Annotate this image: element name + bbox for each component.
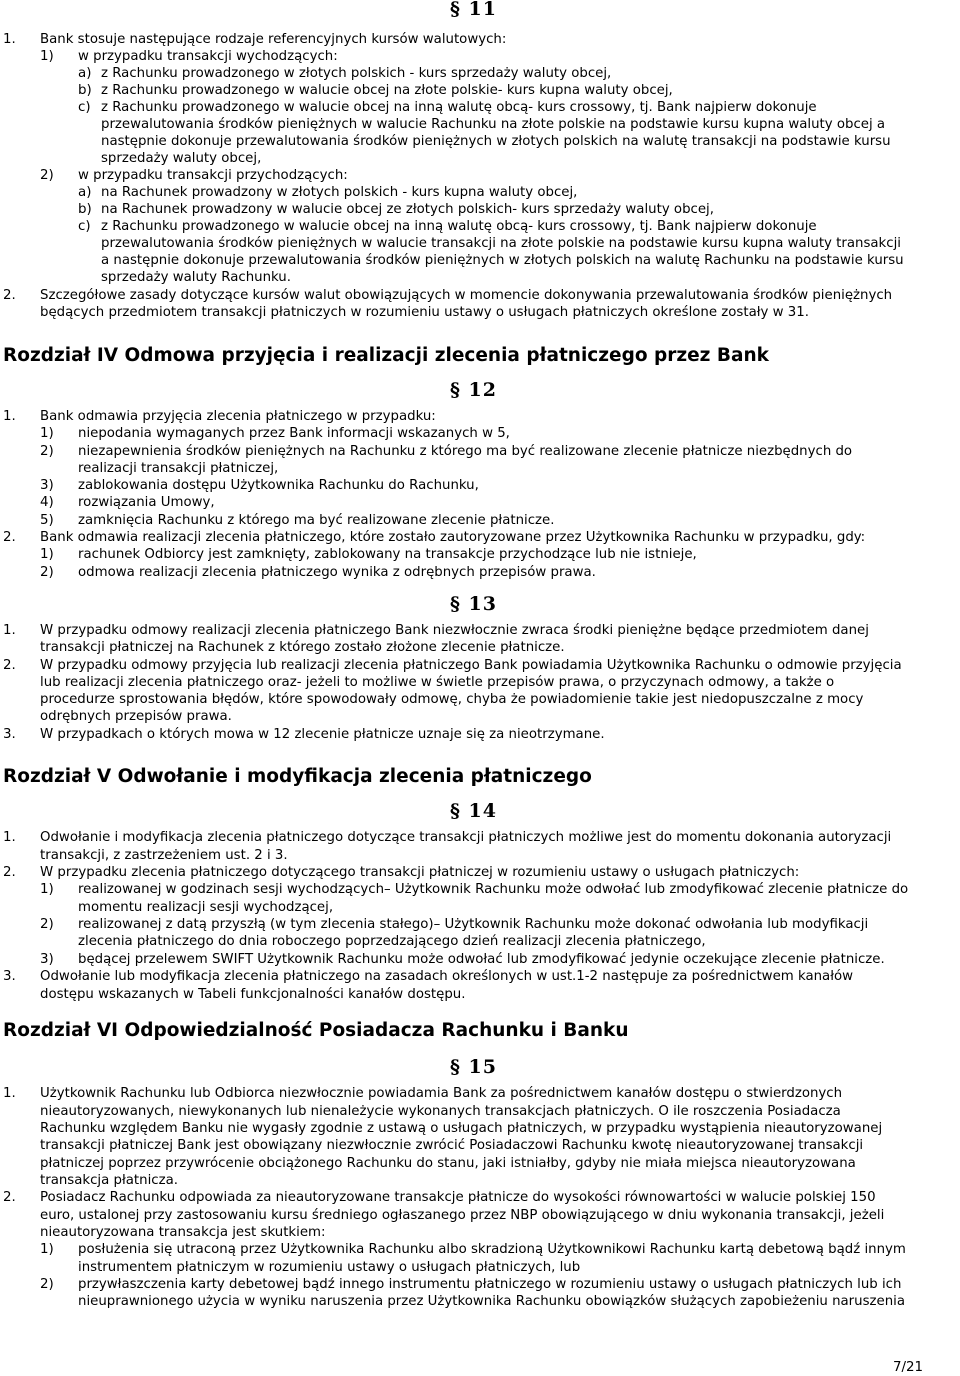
item-number: 2. xyxy=(3,1190,16,1205)
item-text: odrębnych przepisów prawa. xyxy=(40,709,232,724)
item-text: sprzedaży waluty Rachunku. xyxy=(101,270,291,285)
text-line xyxy=(0,986,960,1003)
text-line xyxy=(0,252,960,269)
item-number: 1) xyxy=(40,49,54,64)
item-letter: a) xyxy=(78,66,92,81)
item-text: z Rachunku prowadzonego w złotych polskich - kurs sprzedaży waluty obcej, xyxy=(101,66,612,81)
item-text: rozwiązania Umowy, xyxy=(78,495,215,510)
list-item xyxy=(0,201,960,218)
item-text: procedurze sprostowania błędów, które spowodowały odmowę, chyba że powiadomienie takie jest niedopuszczalne z mocy xyxy=(40,692,864,707)
item-letter: c) xyxy=(78,219,91,234)
list-item xyxy=(0,184,960,201)
item-number: 2) xyxy=(40,168,54,183)
item-text: sprzedaży waluty obcej, xyxy=(101,151,262,166)
list-item xyxy=(0,65,960,82)
item-text: Użytkownik Rachunku lub Odbiorca niezwłocznie powiadamia Bank za pośrednictwem kanałów dostępu o stwierdzonych xyxy=(40,1086,843,1101)
list-item xyxy=(0,1085,960,1102)
item-text: W przypadku odmowy przyjęcia lub realizacji zlecenia płatniczego Bank powiadamia Użytkownika Rachunku o odmowie przyjęcia xyxy=(40,658,902,673)
list-item xyxy=(0,408,960,425)
chapter-heading: Rozdział IV Odmowa przyjęcia i realizacji zlecenia płatniczego przez Bank xyxy=(3,345,769,366)
item-text: instrumentem płatniczym w rozumieniu ustawy o usługach płatniczych, lub xyxy=(78,1260,581,1275)
item-text: dostępu wskazanych w Tabeli funkcjonalności kanałów dostępu. xyxy=(40,987,466,1002)
item-letter: a) xyxy=(78,185,92,200)
list-item xyxy=(0,916,960,933)
item-text: euro, ustalonej przy zastosowaniu kursu średniego ogłaszanego przez NBP obowiązującego w dniu wykonania transakcji, jeżeli xyxy=(40,1208,885,1223)
item-text: przewalutowania środków pieniężnych w walucie transakcji na złote polskie na podstawie kursu kupna waluty transakcji xyxy=(101,236,901,251)
item-text: W przypadku zlecenia płatniczego dotyczącego transakcji płatniczej w rozumieniu ustawy o usługach płatniczych: xyxy=(40,865,800,880)
item-text: transakcji, z zastrzeżeniem ust. 2 i 3. xyxy=(40,848,288,863)
item-text: Odwołanie lub modyfikacja zlecenia płatniczego na zasadach określonych w ust.1-2 następuje za pośrednictwem kanałów xyxy=(40,969,854,984)
list-item xyxy=(0,287,960,304)
list-item xyxy=(0,881,960,898)
section-number: § 13 xyxy=(450,593,497,615)
list-item xyxy=(0,512,960,529)
item-number: 3) xyxy=(40,478,54,493)
item-letter: c) xyxy=(78,100,91,115)
list-item xyxy=(0,218,960,235)
list-item xyxy=(0,1189,960,1206)
text-line xyxy=(0,639,960,656)
item-text: realizacji transakcji płatniczej, xyxy=(78,461,279,476)
list-item xyxy=(0,622,960,639)
text-line xyxy=(0,674,960,691)
item-text: transakcji płatniczej na Rachunek z którego zostało złożone zlecenie płatnicze. xyxy=(40,640,565,655)
item-text: transakcja płatnicza. xyxy=(40,1173,179,1188)
item-text: posłużenia się utraconą przez Użytkownika Rachunku albo skradzioną Użytkownikowi Rachunku kartą debetową bądź innym xyxy=(78,1242,906,1257)
item-text: przewalutowania środków pieniężnych w walucie Rachunku na złote polskie na podstawie kursu kupna waluty obcej a xyxy=(101,117,886,132)
list-item xyxy=(0,425,960,442)
item-text: nieuprawnionego użycia w wyniku naruszenia przez Użytkownika Rachunku obowiązków służących zapobieżeniu naruszenia xyxy=(78,1294,906,1309)
item-text: nieautoryzowanych, niewykonanych lub nienależycie wykonanych transakcjach płatniczych. O ile roszczenia Posiadacza xyxy=(40,1104,841,1119)
item-number: 4) xyxy=(40,495,54,510)
item-text: rachunek Odbiorcy jest zamknięty, zablokowany na transakcje przychodzące lub nie istnieje, xyxy=(78,547,697,562)
item-text: W przypadku odmowy realizacji zlecenia płatniczego Bank niezwłocznie zwraca środki pieniężne będące przedmiotem danej xyxy=(40,623,869,638)
text-line xyxy=(0,1120,960,1137)
list-item xyxy=(0,443,960,460)
list-item xyxy=(0,167,960,184)
item-number: 3. xyxy=(3,727,16,742)
item-text: lub realizacji zlecenia płatniczego oraz- jeżeli to możliwe w świetle przepisów prawa, o przyczynach odmowy, a także o xyxy=(40,675,835,690)
item-text: zlecenia płatniczego do dnia roboczego poprzedzającego dzień realizacji zlecenia płatniczego, xyxy=(78,934,706,949)
item-number: 5) xyxy=(40,513,54,528)
list-item xyxy=(0,864,960,881)
list-item xyxy=(0,968,960,985)
text-line xyxy=(0,708,960,725)
text-line xyxy=(0,1259,960,1276)
item-text: na Rachunek prowadzony w złotych polskich - kurs kupna waluty obcej, xyxy=(101,185,578,200)
text-line xyxy=(0,235,960,252)
text-line xyxy=(0,1103,960,1120)
item-text: w przypadku transakcji przychodzących: xyxy=(78,168,348,183)
item-number: 2. xyxy=(3,530,16,545)
list-item xyxy=(0,31,960,48)
item-number: 1. xyxy=(3,830,16,845)
item-number: 2) xyxy=(40,444,54,459)
item-text: na Rachunek prowadzony w walucie obcej ze złotych polskich- kurs sprzedaży waluty obcej, xyxy=(101,202,714,217)
item-number: 3. xyxy=(3,969,16,984)
item-number: 2. xyxy=(3,288,16,303)
item-text: zamknięcia Rachunku z którego ma być realizowane zlecenie płatnicze. xyxy=(78,513,555,528)
item-text: nieautoryzowana transakcja jest skutkiem: xyxy=(40,1225,326,1240)
list-item xyxy=(0,477,960,494)
list-item xyxy=(0,48,960,65)
item-text: a następnie dokonuje przewalutowania środków pieniężnych w złotych polskich na walutę Rachunku na podstawie kursu xyxy=(101,253,904,268)
section-number: § 12 xyxy=(450,379,497,401)
item-text: następnie dokonuje przewalutowania środków pieniężnych w złotych polskich na walutę transakcji na podstawie kursu xyxy=(101,134,891,149)
item-text: Bank odmawia realizacji zlecenia płatniczego, które zostało zautoryzowane przez Użytkownika Rachunku w przypadku, gdy: xyxy=(40,530,866,545)
item-text: W przypadkach o których mowa w 12 zlecenie płatnicze uznaje się za nieotrzymane. xyxy=(40,727,605,742)
list-item xyxy=(0,951,960,968)
item-number: 1) xyxy=(40,547,54,562)
item-number: 1. xyxy=(3,623,16,638)
text-line xyxy=(0,269,960,286)
list-item xyxy=(0,99,960,116)
text-line xyxy=(0,133,960,150)
section-number: § 15 xyxy=(450,1056,497,1078)
item-text: momentu realizacji sesji wychodzącej, xyxy=(78,900,334,915)
item-text: będącej przelewem SWIFT Użytkownik Rachunku może odwołać lub zmodyfikować jedynie oczekujące zlecenie płatnicze. xyxy=(78,952,885,967)
item-text: Bank odmawia przyjęcia zlecenia płatniczego w przypadku: xyxy=(40,409,436,424)
item-text: z Rachunku prowadzonego w walucie obcej na inną walutę obcą- kurs crossowy, tj. Bank najpierw dokonuje xyxy=(101,100,817,115)
chapter-heading: Rozdział VI Odpowiedzialność Posiadacza Rachunku i Banku xyxy=(3,1020,629,1041)
text-line xyxy=(0,933,960,950)
item-number: 2. xyxy=(3,658,16,673)
item-text: płatniczej poprzez przywrócenie obciążonego Rachunku do stanu, jaki istniałby, gdyby nie miała miejsca nieautoryzowana xyxy=(40,1156,856,1171)
text-line xyxy=(0,899,960,916)
item-number: 1) xyxy=(40,1242,54,1257)
item-number: 3) xyxy=(40,952,54,967)
text-line xyxy=(0,1137,960,1154)
list-item xyxy=(0,546,960,563)
item-text: zablokowania dostępu Użytkownika Rachunku do Rachunku, xyxy=(78,478,479,493)
item-text: Odwołanie i modyfikacja zlecenia płatniczego dotyczące transakcji płatniczych możliwe jest do momentu dokonania autoryzacji xyxy=(40,830,892,845)
list-item xyxy=(0,564,960,581)
item-number: 1) xyxy=(40,426,54,441)
text-line xyxy=(0,1155,960,1172)
section-number: § 14 xyxy=(450,800,497,822)
list-item xyxy=(0,494,960,511)
item-text: transakcji płatniczej Bank jest obowiązany niezwłocznie zwrócić Posiadaczowi Rachunku kwotę nieautoryzowanej transakcji xyxy=(40,1138,864,1153)
text-line xyxy=(0,847,960,864)
item-number: 2) xyxy=(40,917,54,932)
item-text: realizowanej z datą przyszłą (w tym zlecenia stałego)– Użytkownik Rachunku może dokonać odwołania lub modyfikacji xyxy=(78,917,869,932)
section-number: § 11 xyxy=(450,0,497,20)
item-text: w przypadku transakcji wychodzących: xyxy=(78,49,338,64)
item-number: 1. xyxy=(3,32,16,47)
item-number: 2) xyxy=(40,565,54,580)
item-text: odmowa realizacji zlecenia płatniczego wynika z odrębnych przepisów prawa. xyxy=(78,565,596,580)
text-line xyxy=(0,1224,960,1241)
item-letter: b) xyxy=(78,202,92,217)
item-text: niepodania wymaganych przez Bank informacji wskazanych w 5, xyxy=(78,426,510,441)
list-item xyxy=(0,1241,960,1258)
item-text: Bank stosuje następujące rodzaje referencyjnych kursów walutowych: xyxy=(40,32,507,47)
item-number: 1) xyxy=(40,882,54,897)
item-letter: b) xyxy=(78,83,92,98)
text-line xyxy=(0,460,960,477)
text-line xyxy=(0,1172,960,1189)
text-line xyxy=(0,304,960,321)
text-line xyxy=(0,1207,960,1224)
list-item xyxy=(0,726,960,743)
item-text: z Rachunku prowadzonego w walucie obcej na inną walutę obcą- kurs crossowy, tj. Bank najpierw dokonuje xyxy=(101,219,817,234)
list-item xyxy=(0,1276,960,1293)
item-number: 1. xyxy=(3,1086,16,1101)
text-line xyxy=(0,691,960,708)
item-number: 1. xyxy=(3,409,16,424)
item-text: Szczegółowe zasady dotyczące kursów walut obowiązujących w momencie dokonywania przewalutowania środków pieniężnych xyxy=(40,288,893,303)
list-item xyxy=(0,657,960,674)
text-line xyxy=(0,116,960,133)
item-number: 2) xyxy=(40,1277,54,1292)
chapter-heading: Rozdział V Odwołanie i modyfikacja zlecenia płatniczego xyxy=(3,766,592,787)
page-number: 7/21 xyxy=(893,1360,924,1375)
item-text: przywłaszczenia karty debetowej bądź innego instrumentu płatniczego w rozumieniu ustawy o usługach płatniczych lub ich xyxy=(78,1277,902,1292)
item-text: niezapewnienia środków pieniężnych na Rachunku z którego ma być realizowane zlecenie płatnicze niezbędnych do xyxy=(78,444,853,459)
item-text: Posiadacz Rachunku odpowiada za nieautoryzowane transakcje płatnicze do wysokości równowartości w walucie polskiej 150 xyxy=(40,1190,876,1205)
text-line xyxy=(0,150,960,167)
list-item xyxy=(0,829,960,846)
item-text: z Rachunku prowadzonego w walucie obcej na złote polskie- kurs kupna waluty obcej, xyxy=(101,83,673,98)
text-line xyxy=(0,1293,960,1310)
item-text: będących przedmiotem transakcji płatniczych w rozumieniu ustawy o usługach płatniczych określone zostały w 31. xyxy=(40,305,809,320)
item-text: realizowanej w godzinach sesji wychodzących– Użytkownik Rachunku może odwołać lub zmodyfikować zlecenie płatnicze do xyxy=(78,882,909,897)
list-item xyxy=(0,82,960,99)
list-item xyxy=(0,529,960,546)
item-number: 2. xyxy=(3,865,16,880)
item-text: Rachunku względem Banku nie wygasły zgodnie z ustawą o usługach płatniczych, w przypadku wystąpienia nieautoryzowanej xyxy=(40,1121,883,1136)
